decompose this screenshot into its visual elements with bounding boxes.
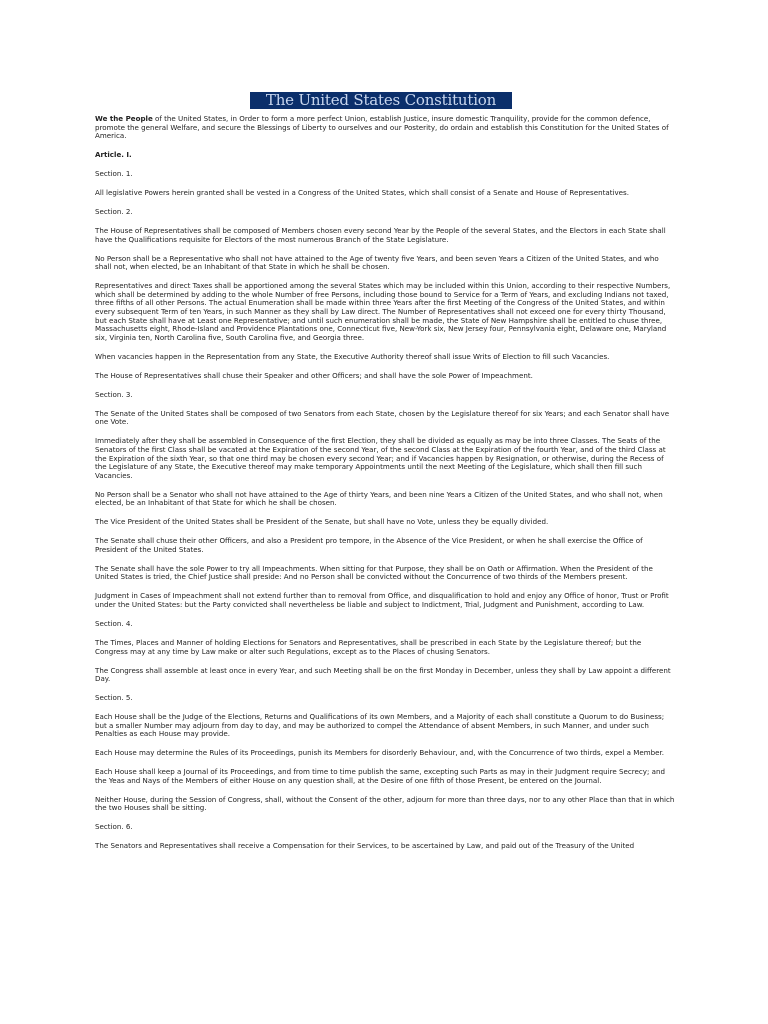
paragraph: The Senate of the United States shall be composed of two Senators from each State, chosen by the Legislature thereof for six Years; and each Senator shall have one Vote.	[95, 408, 670, 427]
paragraph: Each House shall be the Judge of the Elections, Returns and Qualifications of its own Members, and a Majority of each shall constitute a Quorum to do Business; but a smaller Number may adjourn from day to day, and may be authorized to compel the Attendance of absent Members, in such Manner, and under such Penalties as each House may provide.	[95, 712, 665, 739]
paragraph: Each House shall keep a Journal of its Proceedings, and from time to time publish the same, excepting such Parts as may in their Judgment require Secrecy; and the Yeas and Nays of the Members of either House on any question shall, at the Desire of one fifth of those Present, be entered on the Journal.	[95, 767, 665, 785]
document-page	[95, 92, 675, 861]
paragraph: All legislative Powers herein granted shall be vested in a Congress of the United States, which shall consist of a Senate and House of Representatives.	[95, 188, 629, 198]
paragraph: Judgment in Cases of Impeachment shall not extend further than to removal from Office, and disqualification to hold and enjoy any Office of honor, Trust or Profit under the United States: but the Party convicted shall nevertheless be liable and subject to Indictment, Trial, Judgment and Punishment, according to Law.	[95, 591, 669, 610]
paragraph: The House of Representatives shall be composed of Members chosen every second Year by the People of the several States, and the Electors in each State shall have the Qualifications requisite for Electors of the most numerous Branch of the State Legislature.	[95, 226, 666, 244]
paragraph: Neither House, during the Session of Congress, shall, without the Consent of the other, adjourn for more than three days, nor to any other Place than that in which the two Houses shall be sitting.	[95, 794, 675, 813]
paragraph: The Senate shall have the sole Power to try all Impeachments. When sitting for that Purpose, they shall be on Oath or Affirmation. When the President of the United States is tried, the Chief Justice shall preside: And no Person shall be convicted without the Concurrence of two thirds of the Members present.	[95, 563, 653, 582]
paragraph: No Person shall be a Representative who shall not have attained to the Age of twenty five Years, and been seven Years a Citizen of the United States, and who shall not, when elected, be an Inhabitant of that State in which he shall be chosen.	[95, 253, 659, 272]
section-heading: Section. 6.	[95, 822, 133, 832]
section-heading: Section. 2.	[95, 207, 133, 217]
article-body	[95, 170, 675, 851]
preamble-text: of the United States, in Order to form a more perfect Union, establish Justice, insure domestic Tranquility, provide for the common defence, promote the general Welfare, and secure the Blessings of Liberty to ourselves and our Posterity, do ordain and establish this Constitution for the United States of America.	[95, 114, 669, 141]
section-heading: Section. 1.	[95, 169, 133, 179]
section-heading: Section. 4.	[95, 619, 133, 628]
document-title-banner: The United States Constitution	[250, 92, 512, 109]
paragraph: The House of Representatives shall chuse their Speaker and other Officers; and shall have the sole Power of Impeachment.	[95, 370, 533, 380]
article-heading: Article. I.	[95, 150, 132, 160]
paragraph: Immediately after they shall be assembled in Consequence of the first Election, they shall be divided as equally as may be into three Classes. The Seats of the Senators of the first Class shall be vacated at the Expiration of the second Year, of the second Class at the Expiration of the fourth Year, and of the third Class at the Expiration of the sixth Year, so that one third may be chosen every second Year; and if Vacancies happen by Resignation, or otherwise, during the Recess of the Legislature of any State, the Executive thereof may make temporary Appointments until the next Meeting of the Legislature, which shall then fill such Vacancies.	[95, 436, 666, 480]
paragraph: The Senators and Representatives shall receive a Compensation for their Services, to be ascertained by Law, and paid out of the Treasury of the United	[95, 841, 635, 851]
paragraph: The Congress shall assemble at least once in every Year, and such Meeting shall be on the first Monday in December, unless they shall by Law appoint a different Day.	[95, 665, 671, 684]
paragraph: The Senate shall chuse their other Officers, and also a President pro tempore, in the Absence of the Vice President, or when he shall exercise the Office of President of the United States.	[95, 536, 643, 554]
paragraph: Each House may determine the Rules of its Proceedings, punish its Members for disorderly Behaviour, and, with the Concurrence of two thirds, expel a Member.	[95, 748, 664, 758]
paragraph: The Vice President of the United States shall be President of the Senate, but shall have no Vote, unless they be equally divided.	[95, 517, 549, 527]
section-heading: Section. 5.	[95, 693, 133, 703]
section-heading: Section. 3.	[95, 389, 133, 399]
preamble-lead: We the People	[95, 114, 153, 123]
paragraph: The Times, Places and Manner of holding Elections for Senators and Representatives, shall be prescribed in each State by the Legislature thereof; but the Congress may at any time by Law make or alter such Regulations, except as to the Places of chusing Senators.	[95, 637, 642, 656]
paragraph: Representatives and direct Taxes shall be apportioned among the several States which may be included within this Union, according to their respective Numbers, which shall be determined by adding to the whole Number of free Persons, including those bound to Service for a Term of Years, and excluding Indians not taxed, three fifths of all other Persons. The actual Enumeration shall be made within three Years after the first Meeting of the Congress of the United States, and within every subsequent Term of ten Years, in such Manner as they shall by Law direct. The Number of Representatives shall not exceed one for every thirty Thousand, but each State shall have at Least one Representative; and until such enumeration shall be made, the State of New Hampshire shall be entitled to chuse three, Massachusetts eight, Rhode-Island and Providence Plantations one, Connecticut five, New-York six, New Jersey four, Pennsylvania eight, Delaware one, Maryland six, Virginia ten, North Carolina five, South Carolina five, and Georgia three.	[95, 281, 671, 342]
paragraph: No Person shall be a Senator who shall not have attained to the Age of thirty Years, and been nine Years a Citizen of the United States, and who shall not, when elected, be an Inhabitant of that State for which he shall be chosen.	[95, 489, 663, 508]
paragraph: When vacancies happen in the Representation from any State, the Executive Authority thereof shall issue Writs of Election to fill such Vacancies.	[95, 351, 610, 361]
preamble	[95, 115, 675, 141]
